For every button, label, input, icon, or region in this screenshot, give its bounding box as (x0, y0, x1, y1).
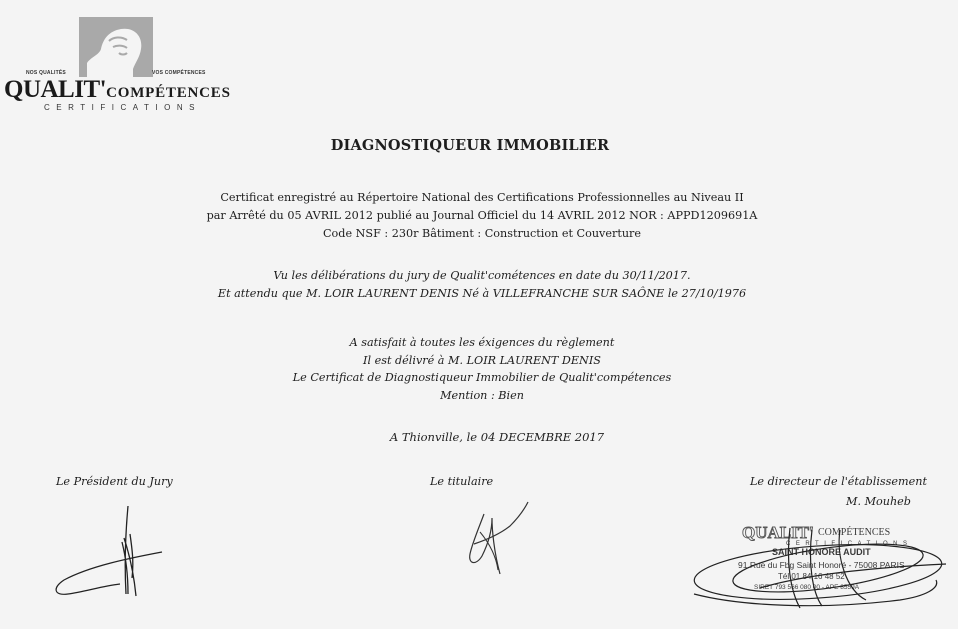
registration-line: par Arrêté du 05 AVRIL 2012 publié au Journal Officiel du 14 AVRIL 2012 NOR : APPD1209691A (206, 209, 758, 222)
logo-brand-sub: COMPÉTENCES (106, 85, 231, 101)
directeur-label: Le directeur de l'établissement (750, 475, 927, 488)
stamp-company: SAINT HONORE AUDIT (772, 547, 871, 557)
logo-tagline-right: VOS COMPÉTENCES (152, 70, 206, 76)
stamp-address: 91 Rue du Fbg Saint Honoré - 75008 PARIS (738, 560, 905, 570)
directeur-name: M. Mouheb (846, 495, 911, 508)
stamp-phone: Tél 01 84 16 48 52 (778, 572, 845, 581)
award-mention: Mention : Bien (440, 388, 524, 402)
stamp-certifications: CERTIFICATIONS (786, 541, 913, 547)
place-and-date: A Thionville, le 04 DECEMBRE 2017 (389, 430, 605, 444)
award-line: Le Certificat de Diagnostiqueur Immobilier de Qualit'compétences (292, 371, 672, 384)
award-line: A satisfait à toutes les éxigences du règlement (349, 336, 615, 349)
registration-line: Certificat enregistré au Répertoire National des Certifications Professionnelles au Niveau II (220, 191, 744, 204)
logo-tagline-left: NOS QUALITÉS (26, 70, 66, 76)
stamp-brand-sub: COMPÉTENCES (818, 527, 891, 538)
president-label: Le Président du Jury (56, 475, 173, 488)
logo-certifications: CERTIFICATIONS (44, 103, 201, 112)
stamp-brand-main: QUALIT' (742, 523, 814, 542)
award-line: Il est délivré à M. LOIR LAURENT DENIS (363, 353, 601, 367)
registration-line: Code NSF : 230r Bâtiment : Construction et Couverture (322, 227, 642, 240)
certificate-title: DIAGNOSTIQUEUR IMMOBILIER (330, 137, 610, 154)
titulaire-label: Le titulaire (430, 475, 494, 488)
deliberation-line: Et attendu que M. LOIR LAURENT DENIS Né à VILLEFRANCHE SUR SAÔNE le 27/10/1976 (217, 287, 747, 300)
logo-brand-main: QUALIT' (4, 76, 107, 103)
deliberation-line: Vu les délibérations du jury de Qualit'cométences en date du 30/11/2017. (273, 269, 691, 282)
stamp-siret: SIRET 793 566 080 00 - APE 8559A (754, 584, 860, 591)
